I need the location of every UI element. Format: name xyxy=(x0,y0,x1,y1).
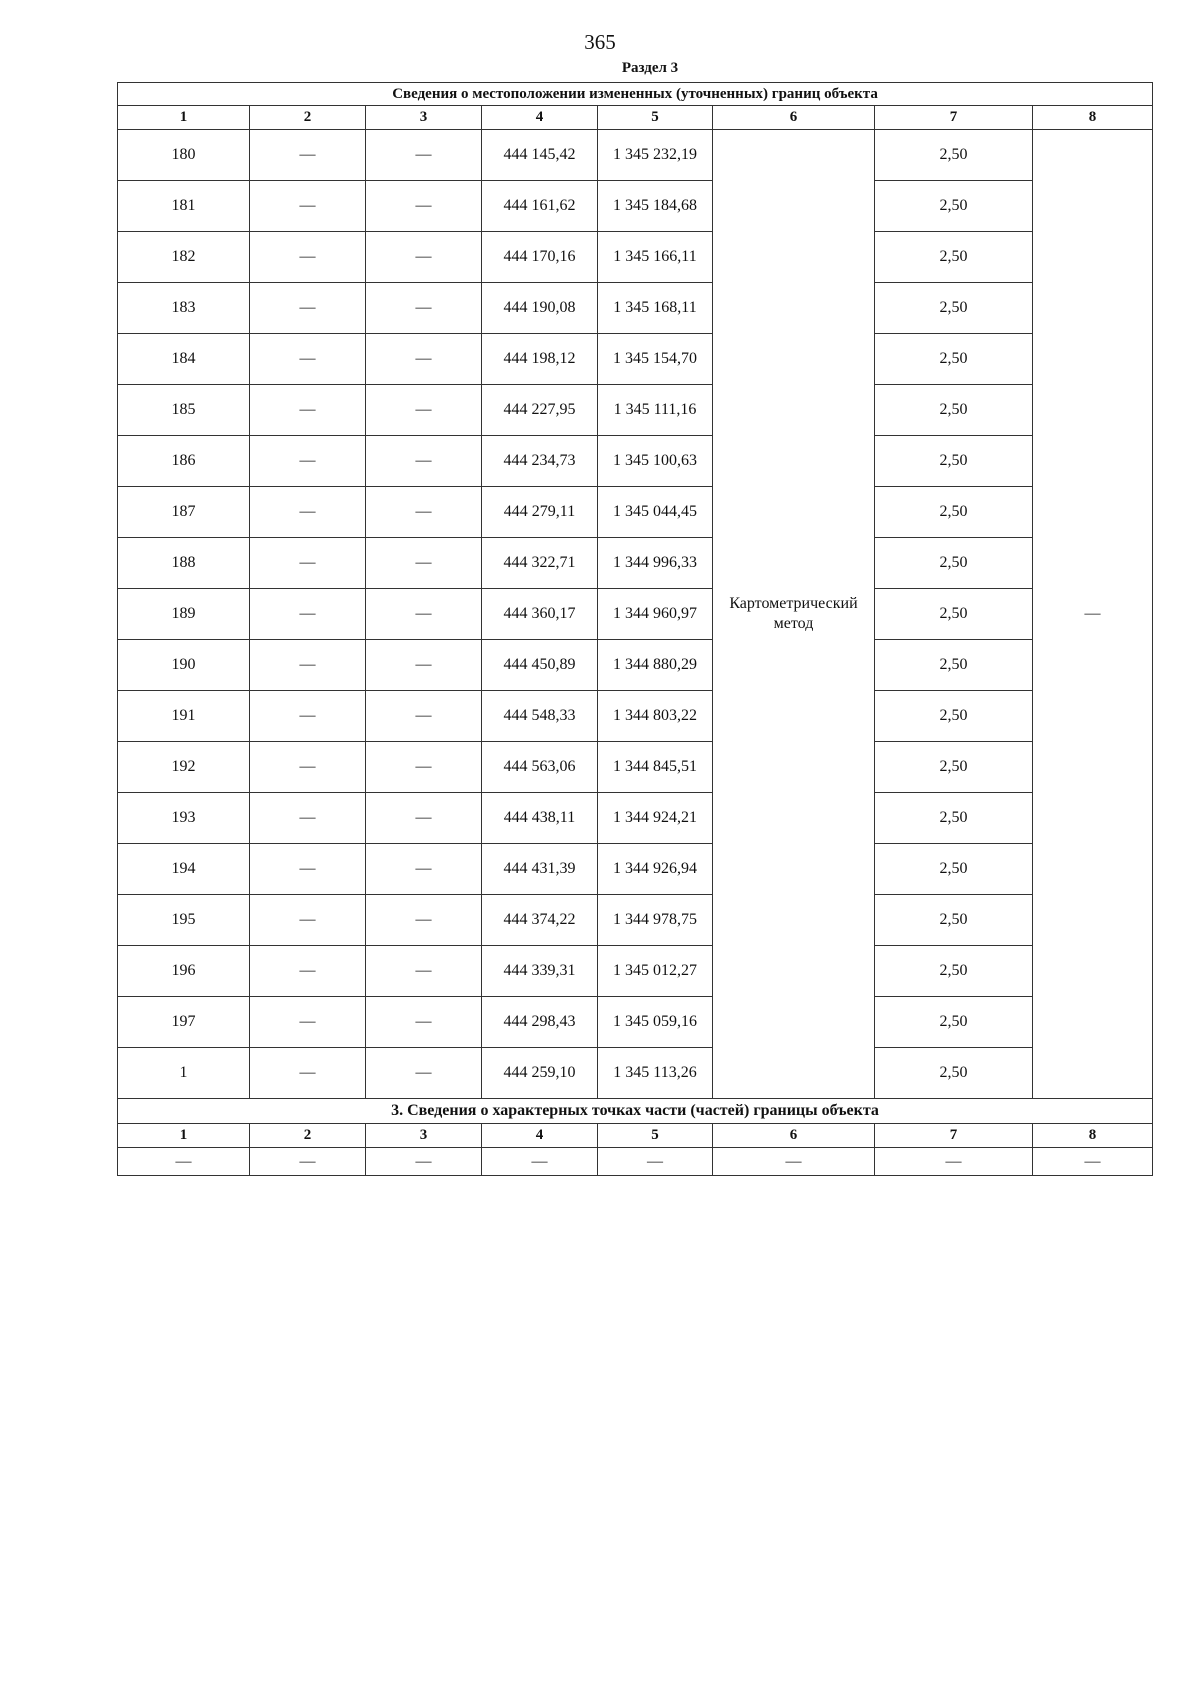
column-number: 5 xyxy=(598,106,713,130)
dash-cell: — xyxy=(366,844,482,895)
column-8-cell: — xyxy=(1033,130,1153,1099)
y-coordinate-cell: 1 345 113,26 xyxy=(598,1048,713,1099)
column-number: 7 xyxy=(875,106,1033,130)
table-caption: Сведения о местоположении измененных (уточненных) границ объекта xyxy=(118,83,1153,106)
y-coordinate-cell: 1 344 924,21 xyxy=(598,793,713,844)
dash-cell: — xyxy=(366,385,482,436)
column-number-header xyxy=(118,1124,1153,1148)
table-row xyxy=(118,283,1153,334)
table-row xyxy=(118,1148,1153,1176)
y-coordinate-cell: 1 344 978,75 xyxy=(598,895,713,946)
x-coordinate-cell: 444 190,08 xyxy=(482,283,598,334)
point-number-cell: 193 xyxy=(118,793,250,844)
point-number-cell: 188 xyxy=(118,538,250,589)
accuracy-cell: 2,50 xyxy=(875,946,1033,997)
y-coordinate-cell: 1 345 232,19 xyxy=(598,130,713,181)
point-number-cell: 185 xyxy=(118,385,250,436)
table-row xyxy=(118,385,1153,436)
table-row xyxy=(118,793,1153,844)
y-coordinate-cell: 1 345 154,70 xyxy=(598,334,713,385)
accuracy-cell: 2,50 xyxy=(875,436,1033,487)
accuracy-cell: 2,50 xyxy=(875,385,1033,436)
table-row xyxy=(118,640,1153,691)
accuracy-cell: 2,50 xyxy=(875,742,1033,793)
y-coordinate-cell: 1 345 012,27 xyxy=(598,946,713,997)
accuracy-cell: 2,50 xyxy=(875,640,1033,691)
dash-cell: — xyxy=(250,946,366,997)
accuracy-cell: 2,50 xyxy=(875,181,1033,232)
x-coordinate-cell: 444 438,11 xyxy=(482,793,598,844)
accuracy-cell: 2,50 xyxy=(875,793,1033,844)
accuracy-cell: 2,50 xyxy=(875,844,1033,895)
point-number-cell: 197 xyxy=(118,997,250,1048)
dash-cell: — xyxy=(366,538,482,589)
dash-cell: — xyxy=(366,793,482,844)
x-coordinate-cell: 444 259,10 xyxy=(482,1048,598,1099)
dash-cell: — xyxy=(250,181,366,232)
dash-cell: — xyxy=(250,436,366,487)
column-number: 6 xyxy=(713,1124,875,1148)
dash-cell: — xyxy=(118,1148,250,1176)
point-number-cell: 181 xyxy=(118,181,250,232)
dash-cell: — xyxy=(366,130,482,181)
x-coordinate-cell: 444 145,42 xyxy=(482,130,598,181)
y-coordinate-cell: 1 344 960,97 xyxy=(598,589,713,640)
x-coordinate-cell: 444 227,95 xyxy=(482,385,598,436)
section-label: Раздел 3 xyxy=(621,60,679,76)
dash-cell: — xyxy=(250,538,366,589)
page-number: 365 xyxy=(584,30,616,54)
table-row xyxy=(118,742,1153,793)
column-number: 8 xyxy=(1033,106,1153,130)
x-coordinate-cell: 444 339,31 xyxy=(482,946,598,997)
x-coordinate-cell: 444 234,73 xyxy=(482,436,598,487)
table-row xyxy=(118,895,1153,946)
dash-cell: — xyxy=(250,589,366,640)
table-row xyxy=(118,691,1153,742)
y-coordinate-cell: 1 345 111,16 xyxy=(598,385,713,436)
x-coordinate-cell: 444 198,12 xyxy=(482,334,598,385)
accuracy-cell: 2,50 xyxy=(875,691,1033,742)
point-number-cell: 184 xyxy=(118,334,250,385)
table-row xyxy=(118,946,1153,997)
accuracy-cell: 2,50 xyxy=(875,895,1033,946)
point-number-cell: 195 xyxy=(118,895,250,946)
x-coordinate-cell: 444 548,33 xyxy=(482,691,598,742)
dash-cell: — xyxy=(366,691,482,742)
dash-cell: — xyxy=(875,1148,1033,1176)
x-coordinate-cell: 444 360,17 xyxy=(482,589,598,640)
y-coordinate-cell: 1 345 168,11 xyxy=(598,283,713,334)
point-number-cell: 192 xyxy=(118,742,250,793)
dash-cell: — xyxy=(366,283,482,334)
dash-cell: — xyxy=(250,283,366,334)
dash-cell: — xyxy=(250,844,366,895)
dash-cell: — xyxy=(250,130,366,181)
point-number-cell: 189 xyxy=(118,589,250,640)
dash-cell: — xyxy=(250,895,366,946)
accuracy-cell: 2,50 xyxy=(875,997,1033,1048)
dash-cell: — xyxy=(1033,1148,1153,1176)
dash-cell: — xyxy=(366,334,482,385)
dash-cell: — xyxy=(366,1148,482,1176)
dash-cell: — xyxy=(713,1148,875,1176)
dash-cell: — xyxy=(482,1148,598,1176)
column-number: 2 xyxy=(250,106,366,130)
column-number: 4 xyxy=(482,1124,598,1148)
table-row xyxy=(118,1048,1153,1099)
point-number-cell: 1 xyxy=(118,1048,250,1099)
column-number: 5 xyxy=(598,1124,713,1148)
accuracy-cell: 2,50 xyxy=(875,283,1033,334)
dash-cell: — xyxy=(366,589,482,640)
x-coordinate-cell: 444 161,62 xyxy=(482,181,598,232)
dash-cell: — xyxy=(366,895,482,946)
dash-cell: — xyxy=(250,232,366,283)
dash-cell: — xyxy=(366,946,482,997)
y-coordinate-cell: 1 345 184,68 xyxy=(598,181,713,232)
table-row xyxy=(118,232,1153,283)
x-coordinate-cell: 444 322,71 xyxy=(482,538,598,589)
dash-cell: — xyxy=(366,997,482,1048)
dash-cell: — xyxy=(366,640,482,691)
column-number: 1 xyxy=(118,106,250,130)
accuracy-cell: 2,50 xyxy=(875,232,1033,283)
column-number: 1 xyxy=(118,1124,250,1148)
table-row xyxy=(118,538,1153,589)
y-coordinate-cell: 1 344 880,29 xyxy=(598,640,713,691)
point-number-cell: 196 xyxy=(118,946,250,997)
column-number-header xyxy=(118,106,1153,130)
x-coordinate-cell: 444 298,43 xyxy=(482,997,598,1048)
dash-cell: — xyxy=(250,385,366,436)
dash-cell: — xyxy=(250,691,366,742)
dash-cell: — xyxy=(366,181,482,232)
part-section-caption: 3. Сведения о характерных точках части (частей) границы объекта xyxy=(118,1099,1153,1124)
point-number-cell: 186 xyxy=(118,436,250,487)
x-coordinate-cell: 444 450,89 xyxy=(482,640,598,691)
accuracy-cell: 2,50 xyxy=(875,334,1033,385)
y-coordinate-cell: 1 345 059,16 xyxy=(598,997,713,1048)
point-number-cell: 190 xyxy=(118,640,250,691)
accuracy-cell: 2,50 xyxy=(875,487,1033,538)
column-number: 6 xyxy=(713,106,875,130)
boundary-table xyxy=(117,82,1153,1176)
dash-cell: — xyxy=(366,1048,482,1099)
dash-cell: — xyxy=(250,997,366,1048)
x-coordinate-cell: 444 563,06 xyxy=(482,742,598,793)
y-coordinate-cell: 1 344 845,51 xyxy=(598,742,713,793)
y-coordinate-cell: 1 345 166,11 xyxy=(598,232,713,283)
y-coordinate-cell: 1 344 996,33 xyxy=(598,538,713,589)
y-coordinate-cell: 1 345 044,45 xyxy=(598,487,713,538)
point-number-cell: 180 xyxy=(118,130,250,181)
dash-cell: — xyxy=(366,487,482,538)
table-row xyxy=(118,487,1153,538)
dash-cell: — xyxy=(250,487,366,538)
accuracy-cell: 2,50 xyxy=(875,1048,1033,1099)
column-number: 4 xyxy=(482,106,598,130)
y-coordinate-cell: 1 344 926,94 xyxy=(598,844,713,895)
dash-cell: — xyxy=(250,640,366,691)
accuracy-cell: 2,50 xyxy=(875,589,1033,640)
dash-cell: — xyxy=(366,436,482,487)
x-coordinate-cell: 444 431,39 xyxy=(482,844,598,895)
dash-cell: — xyxy=(366,232,482,283)
column-number: 3 xyxy=(366,106,482,130)
dash-cell: — xyxy=(250,1048,366,1099)
table-row xyxy=(118,334,1153,385)
table-row xyxy=(118,181,1153,232)
point-number-cell: 194 xyxy=(118,844,250,895)
point-number-cell: 187 xyxy=(118,487,250,538)
y-coordinate-cell: 1 344 803,22 xyxy=(598,691,713,742)
x-coordinate-cell: 444 170,16 xyxy=(482,232,598,283)
column-number: 8 xyxy=(1033,1124,1153,1148)
table-row xyxy=(118,997,1153,1048)
column-number: 3 xyxy=(366,1124,482,1148)
column-number: 2 xyxy=(250,1124,366,1148)
dash-cell: — xyxy=(366,742,482,793)
x-coordinate-cell: 444 374,22 xyxy=(482,895,598,946)
dash-cell: — xyxy=(598,1148,713,1176)
dash-cell: — xyxy=(250,742,366,793)
table-row xyxy=(118,130,1153,181)
table-row xyxy=(118,436,1153,487)
column-number: 7 xyxy=(875,1124,1033,1148)
point-number-cell: 191 xyxy=(118,691,250,742)
table-row xyxy=(118,589,1153,640)
point-number-cell: 183 xyxy=(118,283,250,334)
accuracy-cell: 2,50 xyxy=(875,538,1033,589)
dash-cell: — xyxy=(250,334,366,385)
x-coordinate-cell: 444 279,11 xyxy=(482,487,598,538)
y-coordinate-cell: 1 345 100,63 xyxy=(598,436,713,487)
method-cell: Картометрический метод xyxy=(713,130,875,1099)
accuracy-cell: 2,50 xyxy=(875,130,1033,181)
dash-cell: — xyxy=(250,793,366,844)
dash-cell: — xyxy=(250,1148,366,1176)
point-number-cell: 182 xyxy=(118,232,250,283)
table-row xyxy=(118,844,1153,895)
